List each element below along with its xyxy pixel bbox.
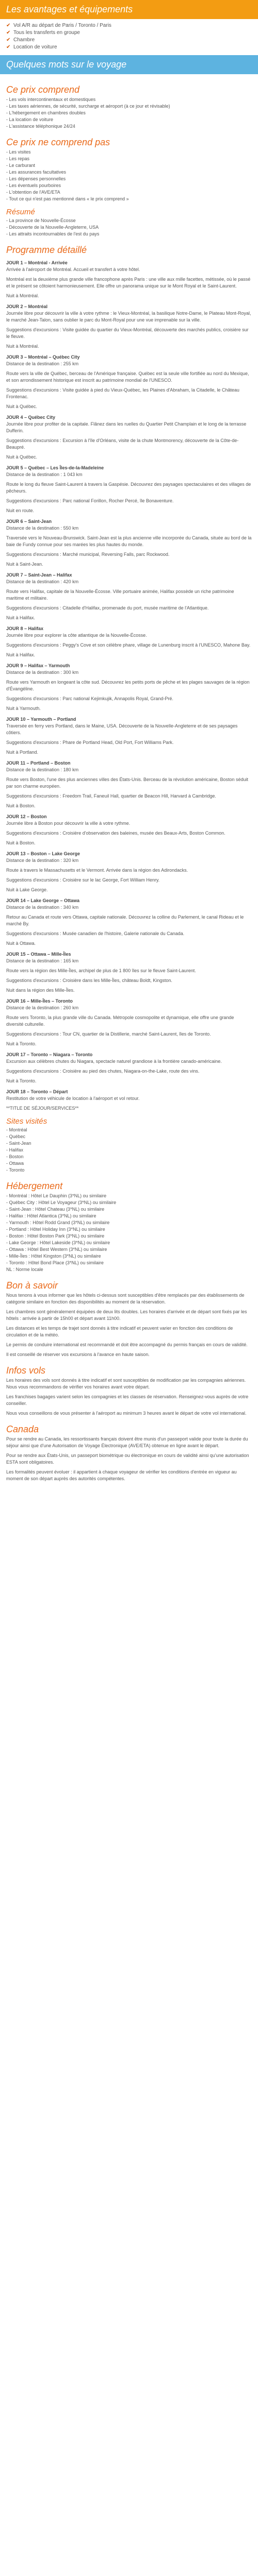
day-paragraph: Journée libre à Boston pour découvrir la ville à votre rythme. [6, 821, 131, 826]
day-paragraph: Nuit à Montréal. [6, 344, 39, 349]
good-title: Bon à savoir [6, 1280, 58, 1291]
canada-list [6, 1436, 252, 1482]
day-paragraph: Nuit à Québec. [6, 454, 38, 460]
day-heading: JOUR 15 – Ottawa – Mille-Îles [6, 952, 71, 957]
day-paragraph: Nuit à Toronto. [6, 1041, 37, 1046]
list-item: ✔ Chambre [6, 37, 35, 43]
info-list [6, 1377, 252, 1417]
day-heading: JOUR 6 – Saint-Jean [6, 519, 52, 524]
day-paragraph: Traversée vers le Nouveau-Brunswick. Saint-Jean est la plus ancienne ville incorporée du Canada, située au bord de la baie de Fundy connue pour ses marées les plus hautes du monde. [6, 535, 252, 547]
day-heading: JOUR 16 – Mille-Îles – Toronto [6, 998, 73, 1004]
exclude-item: - Les repas [6, 156, 30, 161]
site-item: - Ottawa [6, 1161, 24, 1166]
day-paragraph: Distance de la destination : 300 km [6, 670, 79, 675]
day-paragraph: Route vers la ville de Québec, berceau de l'Amérique française. Québec est la seule ville fortifiée au nord du Mexique, et son arrondissement historique est inscrit au patrimoine mondial de l'UNESCO. [6, 371, 249, 383]
program-days [6, 260, 252, 1112]
day-paragraph: Nuit en route. [6, 508, 35, 513]
lodging-item: - Mille-Îles : Hôtel Kingston (3*NL) ou similaire [6, 1253, 101, 1259]
day-paragraph: Distance de la destination : 260 km [6, 1005, 79, 1010]
day-paragraph: Route vers Yarmouth en longeant la côte sud. Découvrez les petits ports de pêche et les plages sauvages de la région d'Évangéline. [6, 680, 250, 691]
day-paragraph: Nuit à Saint-Jean. [6, 562, 43, 567]
canada-paragraph: Les formalités peuvent évoluer : il appartient à chaque voyageur de vérifier les conditions d'entrée en vigueur au moment de son départ auprès des autorités compétentes. [6, 1469, 237, 1481]
day-paragraph: **TITLE DE SÉJOUR/SERVICES** [6, 1106, 79, 1111]
exclude-item: - L'obtention de l'AVE/ETA [6, 190, 60, 195]
excludes-title: Ce prix ne comprend pas [6, 137, 110, 147]
day-paragraph: Route vers Toronto, la plus grande ville du Canada. Métropole cosmopolite et dynamique, elle offre une grande diversité culturelle. [6, 1015, 234, 1027]
day-paragraph: Suggestions d'excursions : Visite guidée du quartier du Vieux-Montréal, découverte des marchés publics, croisière sur le fleuve. [6, 327, 249, 339]
site-item: - Toronto [6, 1167, 25, 1173]
include-item: - Les vols intercontinentaux et domestiques [6, 97, 96, 102]
day-heading: JOUR 11 – Portland – Boston [6, 760, 71, 766]
day-paragraph: Restitution de votre véhicule de location à l'aéroport et vol retour. [6, 1096, 140, 1101]
include-item: - L'assistance téléphonique 24/24 [6, 124, 75, 129]
canada-paragraph: Pour se rendre au Canada, les ressortissants français doivent être munis d'un passeport valide pour toute la durée du séjour ainsi que d'une Autorisation de Voyage Électronique (AVE/ETA) obtenue en ligne avant le départ. [6, 1436, 248, 1448]
lodging-item: - Toronto : Hôtel Bond Place (3*NL) ou similaire [6, 1260, 104, 1265]
excludes-list [6, 149, 252, 202]
day-paragraph: Nuit dans la région des Mille-Îles. [6, 988, 75, 993]
good-paragraph: Les chambres sont généralement équipées de deux lits doubles. Les horaires d'arrivée et de départ sont fixés par les hôtels : arrivée à partir de 15h00 et départ avant 11h00. [6, 1309, 247, 1321]
lodging-item: - Lake George : Hôtel Lakeside (3*NL) ou similaire [6, 1240, 110, 1245]
day-paragraph: Distance de la destination : 320 km [6, 858, 79, 863]
content [0, 74, 258, 1492]
canada-paragraph: Pour se rendre aux États-Unis, un passeport biométrique ou électronique en cours de validité ainsi qu'une autorisation ESTA sont obligatoires. [6, 1453, 249, 1465]
day-heading: JOUR 2 – Montréal [6, 304, 48, 309]
day-paragraph: Route à travers le Massachusetts et le Vermont. Arrivée dans la région des Adirondacks. [6, 868, 188, 873]
sites-list [6, 1127, 252, 1174]
advantages-title: Les avantages et équipements [0, 0, 258, 19]
info-paragraph: Nous vous conseillons de vous présenter à l'aéroport au minimum 3 heures avant le départ de votre vol international. [6, 1411, 247, 1416]
exclude-item: - Le carburant [6, 163, 36, 168]
lodging-item: - Yarmouth : Hôtel Rodd Grand (3*NL) ou similaire [6, 1220, 110, 1225]
day-heading: JOUR 5 – Québec – Les Îles-de-la-Madeleine [6, 465, 104, 470]
day-paragraph: Suggestions d'excursions : Citadelle d'Halifax, promenade du port, musée maritime de l'Atlantique. [6, 605, 209, 611]
day-paragraph: Suggestions d'excursions : Phare de Portland Head, Old Port, Fort Williams Park. [6, 740, 174, 745]
day-paragraph: Suggestions d'excursions : Croisière dans les Mille-Îles, château Boldt, Kingston. [6, 978, 172, 983]
list-item: ✔ Tous les transferts en groupe [6, 30, 80, 36]
day-paragraph: Nuit à Yarmouth. [6, 706, 41, 711]
day-paragraph: Nuit à Halifax. [6, 615, 36, 620]
day-paragraph: Suggestions d'excursions : Tour CN, quartier de la Distillerie, marché Saint-Laurent, îles de Toronto. [6, 1031, 211, 1037]
day-paragraph: Journée libre pour explorer la côte atlantique de la Nouvelle-Écosse. [6, 633, 147, 638]
site-item: - Saint-Jean [6, 1141, 31, 1146]
day-paragraph: Montréal est la deuxième plus grande ville francophone après Paris : une ville aux mille facettes, métissée, où le passé et le présent se côtoient harmonieusement. Elle offre un panorama unique sur le Mont Royal et le Saint-Laurent. [6, 277, 251, 289]
day-heading: JOUR 17 – Toronto – Niagara – Toronto [6, 1052, 93, 1057]
day-paragraph: Traversée en ferry vers Portland, dans le Maine, USA. Découverte de la Nouvelle-Angleterre et de ses paysages côtiers. [6, 723, 238, 735]
advantages-list [0, 19, 258, 51]
site-item: - Halifax [6, 1147, 24, 1153]
summary-line: - La province de Nouvelle-Écosse [6, 218, 76, 223]
exclude-item: - Les éventuels pourboires [6, 183, 61, 188]
lodging-item: - Québec City : Hôtel Le Voyageur (3*NL) ou similaire [6, 1200, 117, 1205]
lodging-title: Hébergement [6, 1181, 63, 1191]
day-paragraph: Suggestions d'excursions : Excursion à l'île d'Orléans, visite de la chute Montmorency, découverte de la Côte-de-Beaupré. [6, 438, 239, 450]
info-paragraph: Les horaires des vols sont donnés à titre indicatif et sont susceptibles de modification par les compagnies aériennes. Nous vous recommandons de vérifier vos horaires avant votre départ. [6, 1378, 246, 1389]
practical-header: Quelques mots sur le voyage [0, 55, 258, 74]
lodging-item: - Montréal : Hôtel Le Dauphin (3*NL) ou similaire [6, 1193, 107, 1198]
good-paragraph: Il est conseillé de réserver vos excursions à l'avance en haute saison. [6, 1352, 150, 1357]
exclude-item: - Les dépenses personnelles [6, 176, 66, 181]
good-paragraph: Nous tenons à vous informer que les hôtels ci-dessus sont susceptibles d'être remplacés par des établissements de catégorie similaire en fonction des disponibilités au moment de la réservation. [6, 1293, 245, 1304]
lodging-item: - Portland : Hôtel Holiday Inn (3*NL) ou similaire [6, 1227, 105, 1232]
includes-title: Ce prix comprend [6, 84, 80, 95]
day-paragraph: Route vers la région des Mille-Îles, archipel de plus de 1 800 îles sur le fleuve Saint-Laurent. [6, 968, 196, 973]
day-paragraph: Nuit à Lake George. [6, 887, 48, 892]
day-paragraph: Route vers Halifax, capitale de la Nouvelle-Écosse. Ville portuaire animée, Halifax possède un riche patrimoine maritime et militaire. [6, 589, 234, 601]
check-icon: ✔ [6, 37, 11, 43]
day-heading: JOUR 7 – Saint-Jean – Halifax [6, 572, 72, 578]
day-heading: JOUR 14 – Lake George – Ottawa [6, 898, 80, 903]
day-paragraph: Distance de la destination : 1 043 km [6, 472, 83, 477]
day-heading: JOUR 1 – Montréal - Arrivée [6, 260, 68, 265]
day-heading: JOUR 12 – Boston [6, 814, 47, 819]
canada-title: Canada [6, 1424, 39, 1434]
check-icon: ✔ [6, 23, 11, 28]
good-list [6, 1292, 252, 1358]
day-heading: JOUR 8 – Halifax [6, 626, 44, 631]
info-title: Infos vols [6, 1365, 46, 1376]
lodging-item: - Saint-Jean : Hôtel Chateau (3*NL) ou similaire [6, 1207, 105, 1212]
day-paragraph: Nuit à Boston. [6, 803, 36, 808]
lodging-item: - Ottawa : Hôtel Best Western (3*NL) ou similaire [6, 1247, 107, 1252]
include-item: - La location de voiture [6, 117, 54, 122]
day-heading: JOUR 18 – Toronto – Départ [6, 1089, 68, 1094]
info-paragraph: Les franchises bagages varient selon les compagnies et les classes de réservation. Renseignez-vous auprès de votre conseiller. [6, 1394, 249, 1406]
good-paragraph: Le permis de conduire international est recommandé et doit être accompagné du permis français en cours de validité. [6, 1342, 248, 1347]
lodging-item: - Halifax : Hôtel Atlantica (3*NL) ou similaire [6, 1213, 96, 1218]
day-paragraph: Nuit à Montréal. [6, 293, 39, 298]
day-paragraph: Arrivée à l'aéroport de Montréal. Accueil et transfert à votre hôtel. [6, 267, 140, 272]
day-paragraph: Nuit à Halifax. [6, 652, 36, 657]
day-paragraph: Route vers Boston, l'une des plus anciennes villes des États-Unis. Berceau de la révolution américaine, Boston séduit par son charme européen. [6, 777, 248, 789]
day-paragraph: Suggestions d'excursions : Parc national Forillon, Rocher Percé, île Bonaventure. [6, 498, 174, 503]
day-paragraph: Suggestions d'excursions : Croisière sur le lac George, Fort William Henry. [6, 877, 160, 883]
day-paragraph: Distance de la destination : 550 km [6, 526, 79, 531]
day-paragraph: Distance de la destination : 180 km [6, 767, 79, 772]
summary-list [6, 217, 252, 238]
day-paragraph: Nuit à Ottawa. [6, 941, 36, 946]
day-heading: JOUR 10 – Yarmouth – Portland [6, 717, 76, 722]
lodging-list [6, 1193, 252, 1266]
check-icon: ✔ [6, 44, 11, 50]
include-item: - Les taxes aériennes, de sécurité, surcharge et aéroport (à ce jour et révisable) [6, 104, 170, 109]
list-item: ✔ Location de voiture [6, 44, 57, 50]
day-paragraph: Retour au Canada et route vers Ottawa, capitale nationale. Découvrez la colline du Parlement, le canal Rideau et le marché By. [6, 914, 244, 926]
day-paragraph: Suggestions d'excursions : Croisière au pied des chutes, Niagara-on-the-Lake, route des vins. [6, 1069, 200, 1074]
day-paragraph: Suggestions d'excursions : Musée canadien de l'histoire, Galerie nationale du Canada. [6, 931, 185, 936]
day-paragraph: Suggestions d'excursions : Freedom Trail, Faneuil Hall, quartier de Beacon Hill, Harvard à Cambridge. [6, 793, 216, 799]
summary-line: - Découverte de la Nouvelle-Angleterre, USA [6, 225, 99, 230]
summary-title: Résumé [6, 208, 35, 216]
day-paragraph: Journée libre pour découvrir la ville à votre rythme : le Vieux-Montréal, la basilique Notre-Dame, le Plateau Mont-Royal, le marché Jean-Talon, sans oublier le parc du Mont-Royal pour une vue imprenable sur la ville. [6, 311, 251, 323]
day-heading: JOUR 9 – Halifax – Yarmouth [6, 663, 70, 668]
good-paragraph: Les distances et les temps de trajet sont donnés à titre indicatif et peuvent varier en fonction des conditions de circulation et de la météo. [6, 1326, 233, 1337]
day-paragraph: Distance de la destination : 340 km [6, 905, 79, 910]
day-paragraph: Nuit à Toronto. [6, 1078, 37, 1083]
program-title: Programme détaillé [6, 245, 87, 255]
sites-title: Sites visités [6, 1117, 47, 1126]
site-item: - Québec [6, 1134, 26, 1139]
day-heading: JOUR 4 – Québec City [6, 415, 56, 420]
day-paragraph: Suggestions d'excursions : Parc national Kejimkujik, Annapolis Royal, Grand-Pré. [6, 696, 173, 701]
day-paragraph: Nuit à Boston. [6, 840, 36, 845]
day-paragraph: Suggestions d'excursions : Marché municipal, Reversing Falls, parc Rockwood. [6, 552, 170, 557]
day-heading: JOUR 3 – Montréal – Québec City [6, 354, 80, 360]
lodging-item: - Boston : Hôtel Boston Park (3*NL) ou similaire [6, 1233, 105, 1239]
exclude-item: - Les assurances facultatives [6, 170, 67, 175]
exclude-item: - Tout ce qui n'est pas mentionné dans « le prix comprend » [6, 196, 129, 201]
day-paragraph: Nuit à Québec. [6, 404, 38, 409]
exclude-item: - Les visites [6, 149, 31, 155]
day-paragraph: Journée libre pour profiter de la capitale. Flânez dans les ruelles du Quartier Petit Champlain et le long de la terrasse Dufferin. [6, 421, 247, 433]
site-item: - Montréal [6, 1127, 27, 1132]
day-paragraph: Distance de la destination : 165 km [6, 958, 79, 963]
summary-line: - Les attraits incontournables de l'est du pays [6, 231, 100, 236]
lodging-note: NL : Norme locale [6, 1267, 43, 1272]
day-paragraph: Nuit à Portland. [6, 750, 39, 755]
day-paragraph: Distance de la destination : 420 km [6, 579, 79, 584]
day-paragraph: Excursion aux célèbres chutes du Niagara, spectacle naturel grandiose à la frontière canado-américaine. [6, 1059, 222, 1064]
day-paragraph: Route le long du fleuve Saint-Laurent à travers la Gaspésie. Découvrez des paysages spectaculaires et des villages de pêcheurs. [6, 482, 251, 494]
day-paragraph: Suggestions d'excursions : Visite guidée à pied du Vieux-Québec, les Plaines d'Abraham, la Citadelle, le Château Frontenac. [6, 387, 239, 399]
day-paragraph: Distance de la destination : 255 km [6, 361, 79, 366]
include-item: - L'hébergement en chambres doubles [6, 110, 86, 115]
list-item: ✔ Vol A/R au départ de Paris / Toronto / Paris [6, 23, 111, 28]
day-paragraph: Suggestions d'excursions : Peggy's Cove et son célèbre phare, village de Lunenburg inscrit à l'UNESCO, Mahone Bay. [6, 642, 251, 648]
site-item: - Boston [6, 1154, 24, 1159]
day-paragraph: Suggestions d'excursions : Croisière d'observation des baleines, musée des Beaux-Arts, Boston Common. [6, 831, 225, 836]
check-icon: ✔ [6, 30, 11, 36]
day-heading: JOUR 13 – Boston – Lake George [6, 851, 80, 856]
includes-list [6, 96, 252, 130]
